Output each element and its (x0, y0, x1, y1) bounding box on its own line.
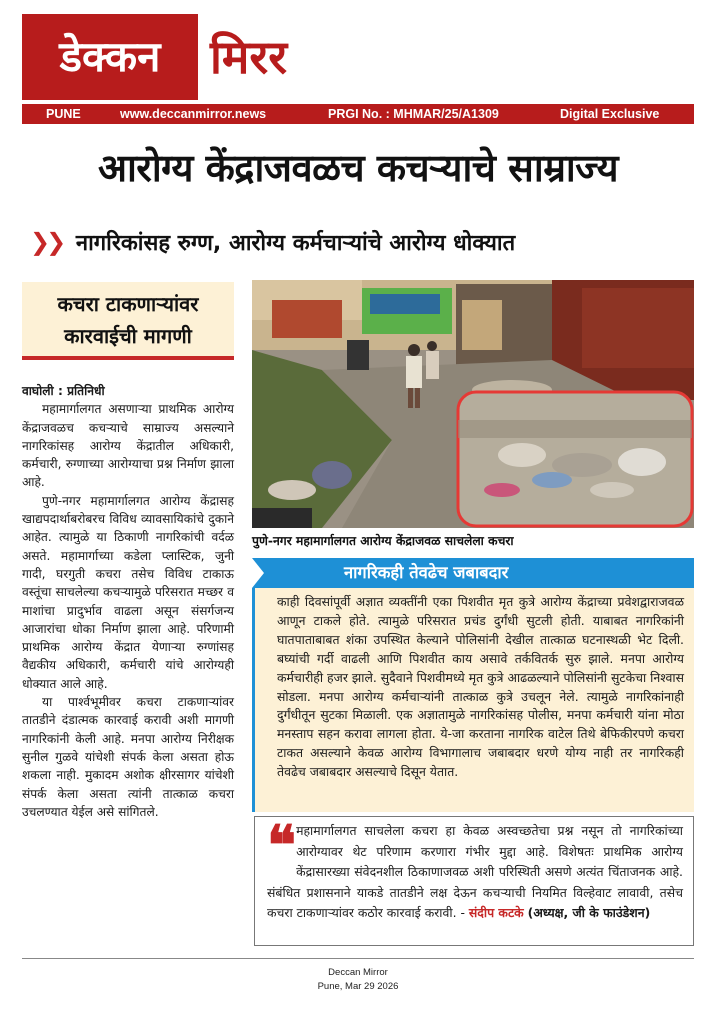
callout-line-1: कचरा टाकणाऱ्यांवर (57, 292, 199, 316)
article-paragraph: या पार्श्वभूमीवर कचरा टाकणाऱ्यांवर तातडीने दंडात्मक कारवाई करावी अशी मागणी नागरिकांनी केली आहे. मनपा आरोग्य निरीक्षक सुनील गुळवे यांचेशी संपर्क केला असता होऊ शकला नाही. मुकादम अशोक क्षीरसागर यांचेशी संपर्क केला असता त्यांनी तात्काळ कचरा उचलण्यात येईल असे सांगितले. (22, 695, 234, 819)
masthead (22, 14, 694, 100)
double-chevron-right-icon: ❯❯ (30, 228, 63, 256)
subheadline-text: नागरिकांसह रुग्ण, आरोग्य कर्मचाऱ्यांचे आरोग्य धोक्यात (75, 231, 516, 256)
article-body (22, 382, 234, 821)
news-photo (252, 280, 694, 528)
info-bar (22, 104, 694, 124)
quote-author: संदीप कटके (468, 905, 524, 921)
prgi-number: PRGI No. : MHMAR/25/A1309 (328, 107, 499, 121)
footer-publication: Deccan Mirror (328, 967, 388, 978)
subheadline (30, 224, 700, 262)
quote-mark-icon: ❝ (267, 813, 291, 877)
callout-line-2: कारवाईची मागणी (64, 324, 192, 348)
sidebar-body: काही दिवसांपूर्वी अज्ञात व्यक्तींनी एका पिशवीत मृत कुत्रे आरोग्य केंद्राच्या प्रवेशद्वाराजवळ आणून टाकले होते. त्यामुळे परिसरात प्रचंड दुर्गंधी सुटली होती. याबाबत नागरिकांनी घातपाताबाबत शंका उपस्थित केल्याने पोलिसांनी देखील तात्काळ घटनास्थळी भेट दिली. बघ्यांची गर्दी वाढली आणि पिशवीत काय असावे तर्कवितर्क सुरु झाले. मनपा आरोग्य कर्मचारीही हजर झाले. सुदैवाने पिशवीमध्ये मृत कुत्रे आढळल्याने पोलिसांनी सुटकेचा निश्वास सोडला. मनपा आरोग्य कर्मचाऱ्यांनी तात्काळ कुत्रे उचलून नेले. त्यामुळे नागरिकांनाही दुर्गंधीतून सुटका मिळाली. एक अज्ञातामुळे नागरिकांसह पोलीस, मनपा कर्मचारी यांना मोठा मनस्ताप सहन करावा लागला होता. ये-जा करताना नागरिक वाटेल तिथे बेफिकीरपणे कचरा टाकत असल्याने केवळ आरोग्य विभागालाच जबाबदार धरणे योग्य नाही तर नागरिकही तेवढेच जबाबदार असल्याचे दिसून येतात. (252, 588, 694, 812)
quote-box (254, 813, 694, 946)
city-label: PUNE (46, 107, 81, 121)
edition-label: Digital Exclusive (560, 107, 660, 121)
logo-right: मिरर (210, 30, 288, 84)
sidebar-title: नागरिकही तेवढेच जबाबदार (344, 563, 509, 582)
quote-author-role: (अध्यक्ष, जी के फाउंडेशन) (527, 905, 651, 921)
sidebar-title-bar (252, 558, 694, 588)
callout-box (22, 282, 234, 360)
website-link[interactable]: www.deccanmirror.news (120, 107, 267, 121)
byline: वाघोली : प्रतिनिधी (22, 384, 105, 398)
article-paragraph: पुणे-नगर महामार्गालगत आरोग्य केंद्रासह खाद्यपदार्थाबरोबरच विविध व्यावसायिकांचे दुकाने आहेत. त्यामुळे या ठिकाणी नागरिकांची वर्दळ असते. महामार्गाच्या कडेला प्लास्टिक, जुनी गादी, घरगुती कचरा तसेच विविध टाकाऊ वस्तूंचा साचलेल्या कचऱ्यामुळे परिसरात मच्छर व माशांचा प्रादुर्भाव वाढला असून संसर्गजन्य आजारांचा धोका निर्माण झाला आहे. परिणामी प्राथमिक आरोग्य केंद्रात येणाऱ्या रुग्णांसह वैद्यकीय अधिकारी, कर्मचारी यांचे आरोग्यही धोक्यात आले आहे. (22, 493, 234, 691)
footer (0, 966, 716, 994)
logo-left: डेक्कन (22, 14, 198, 100)
photo-caption: पुणे-नगर महामार्गालगत आरोग्य केंद्राजवळ साचलेला कचरा (252, 534, 514, 548)
title-arrow-icon (252, 558, 264, 588)
quote-text: महामार्गालगत साचलेला कचरा हा केवळ अस्वच्छतेचा प्रश्न नसून तो नागरिकांच्या आरोग्यावर थेट परिणाम करणारा गंभीर मुद्दा आहे. विशेषतः प्राथमिक आरोग्य केंद्रासारख्या संवेदनशील ठिकाणाजवळ अशी परिस्थिती असणे अत्यंत चिंताजनक आहे. संबंधित प्रशासनाने याकडे तातडीने लक्ष देऊन कचऱ्याची नियमित विल्हेवाट लावावी, तसेच कचरा टाकणाऱ्यांवर कठोर कारवाई करावी. - (267, 823, 683, 921)
footer-date: Pune, Mar 29 2026 (317, 981, 399, 992)
article-paragraph: महामार्गालगत असणाऱ्या प्राथमिक आरोग्य केंद्राजवळच कचऱ्याचे साम्राज्य असल्याने नागरिकांसह आरोग्य केंद्रातील अधिकारी, कर्मचारी, रुग्णाच्या आरोग्याचा प्रश्न निर्माण झाला आहे. (22, 402, 234, 490)
headline: आरोग्य केंद्राजवळच कचऱ्याचे साम्राज्य (97, 146, 619, 190)
footer-divider (22, 958, 694, 959)
